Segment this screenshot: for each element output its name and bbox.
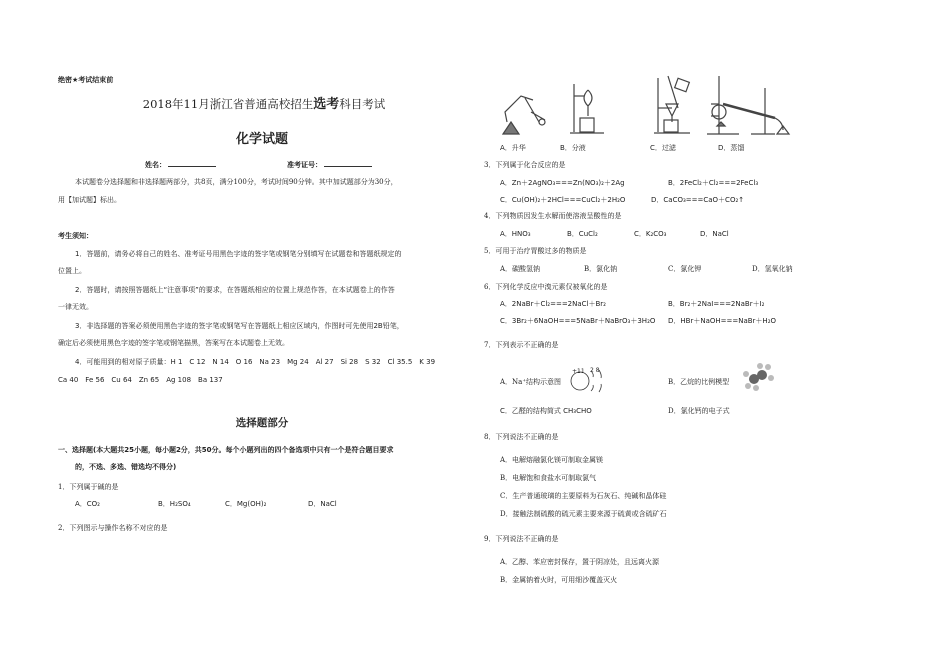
option: B．H₂SO₄ [158,500,191,508]
separatory-funnel-figure [568,80,608,138]
name-label: 姓名： [145,161,166,169]
option: A．2NaBr＋Cl₂===2NaCl＋Br₂ [500,300,606,308]
option: A．乙醇、苯应密封保存，置于阴凉处，且远离火源 [500,558,660,566]
intro-text: 用【加试题】标出。 [58,196,121,204]
option: C．氯化钾 [668,265,702,273]
shells-label: 2 8 [590,367,600,374]
option: B．分液 [560,144,586,152]
section-instruction: 一、选择题(本大题共25小题，每小题2分，共50分。每个小题列出的四个备选项中只有一个是符合题目要求 [58,446,394,454]
option: B．Br₂＋2NaI===2NaBr＋I₂ [668,300,765,308]
option: C．Cu(OH)₂＋2HCl===CuCl₂＋2H₂O [500,196,626,204]
option: C．乙醛的结构简式 CH₃CHO [500,407,592,415]
option: C．过滤 [650,144,676,152]
notice-item: 一律无效。 [58,303,93,311]
option: B．2FeCl₂＋Cl₂===2FeCl₃ [668,179,759,187]
filtration-apparatus-figure [652,74,692,138]
notice-item: 位置上。 [58,267,86,275]
id-label: 准考证号： [287,161,322,169]
question-stem: 1．下列属于碱的是 [58,483,119,491]
subject-title: 化学试题 [235,132,289,147]
question-stem: 5．可用于治疗胃酸过多的物质是 [484,247,587,255]
title-bold: 选考 [313,97,340,112]
section-title: 选择题部分 [235,417,289,429]
option: B．电解饱和食盐水可制取氯气 [500,474,597,482]
option: B．氯化钠 [584,265,618,273]
nucleus-label: +11 [572,368,585,375]
exam-title [143,97,385,112]
option: D．氢氧化钠 [752,265,793,273]
distillation-apparatus-figure [705,74,791,138]
title-part: 2018年11月浙江省普通高校招生 [142,97,314,111]
question-stem: 7．下列表示不正确的是 [484,341,559,349]
notice-heading: 考生须知： [58,232,93,240]
notice-item: 1．答题前，请务必将自己的姓名、准考证号用黑色字迹的签字笔或钢笔分别填写在试题卷和答题纸规定的 [75,250,402,258]
option: D．氯化钙的电子式 [668,407,730,415]
option: A．HNO₃ [500,230,531,238]
exam-id-field[interactable] [287,159,372,170]
option: B．乙烷的比例模型 [668,378,730,386]
question-stem: 8．下列说法不正确的是 [484,433,559,441]
option: D．NaCl [308,500,337,508]
question-stem: 9．下列说法不正确的是 [484,535,559,543]
option: B．金属钠着火时，可用细沙覆盖灭火 [500,576,618,584]
option: A．Na⁺结构示意图 [500,378,562,386]
option: D．HBr＋NaOH===NaBr＋H₂O [668,317,777,325]
sublimation-apparatus-figure [495,82,555,138]
question-stem: 3．下列属于化合反应的是 [484,161,566,169]
option: D．接触法制硫酸的硫元素主要来源于硫黄或含硫矿石 [500,510,667,518]
name-field[interactable] [145,159,216,170]
intro-text: 本试题卷分选择题和非选择题两部分，共8页，满分100分，考试时间90分钟。其中加试题部分为30分， [75,178,398,186]
option: B．CuCl₂ [567,230,598,238]
notice-item: 确定后必须使用黑色字迹的签字笔或钢笔描黑，答案写在本试题卷上无效。 [58,339,289,347]
question-stem: 6．下列化学反应中溴元素仅被氧化的是 [484,283,608,291]
option: A．升华 [500,144,526,152]
option: C．3Br₂＋6NaOH===5NaBr＋NaBrO₃＋3H₂O [500,317,656,325]
option: A．CO₂ [75,500,100,508]
option: C．Mg(OH)₂ [225,500,267,508]
option: A．Zn＋2AgNO₃===Zn(NO₃)₂＋2Ag [500,179,625,187]
option: D．CaCO₃===CaO＋CO₂↑ [651,196,745,204]
question-stem: 4．下列物质因发生水解而使溶液呈酸性的是 [484,212,622,220]
title-part: 科目考试 [339,97,386,111]
option: A．碳酸氢钠 [500,265,541,273]
section-instruction: 的，不选、多选、错选均不得分) [75,463,177,471]
option: C．K₂CO₃ [634,230,667,238]
notice-item: 3．非选择题的答案必须使用黑色字迹的签字笔或钢笔写在答题纸上相应区域内，作图时可先使用2B铅笔， [75,322,404,330]
notice-item: 4．可能用到的相对原子质量：H 1 C 12 N 14 O 16 Na 23 Mg 24 Al 27 Si 28 S 32 Cl 35.5 K 39 [75,358,436,366]
notice-item: Ca 40 Fe 56 Cu 64 Zn 65 Ag 108 Ba 137 [58,376,223,384]
question-stem: 2．下列图示与操作名称不对应的是 [58,524,168,532]
ethane-model-figure [740,362,776,392]
notice-item: 2．答题时，请按照答题纸上“注意事项”的要求，在答题纸相应的位置上规范作答，在本试题卷上的作答 [75,286,395,294]
confidential-label: 绝密★考试结束前 [58,76,114,84]
option: C．生产普通玻璃的主要原料为石灰石、纯碱和晶体硅 [500,492,667,500]
option: D．NaCl [700,230,729,238]
option: A．电解熔融氯化镁可制取金属镁 [500,456,604,464]
option: D．蒸馏 [718,144,745,152]
